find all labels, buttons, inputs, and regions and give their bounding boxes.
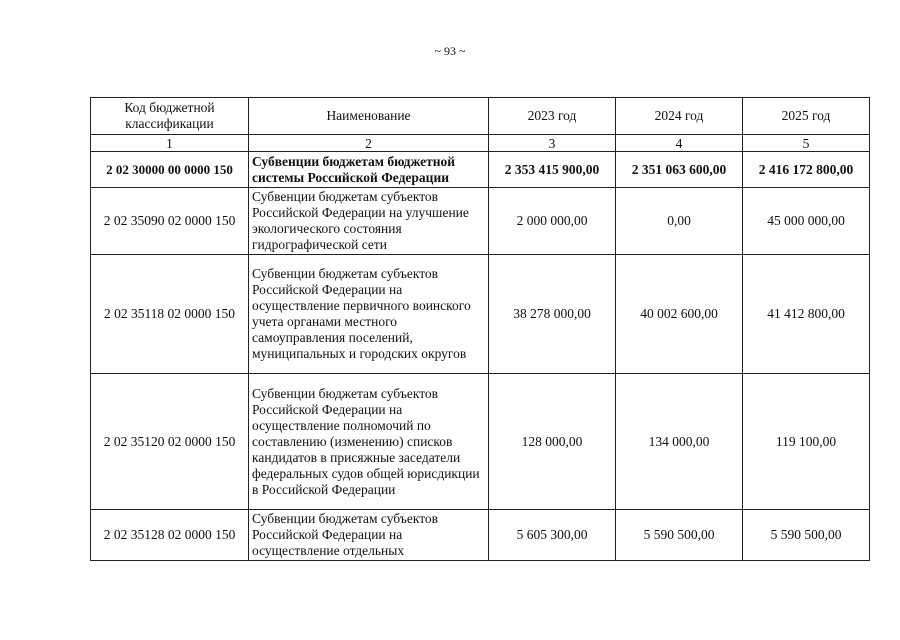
row-code: 2 02 35090 02 0000 150 — [91, 188, 249, 255]
column-index: 2 — [249, 135, 489, 152]
row-2024: 0,00 — [616, 188, 743, 255]
row-code: 2 02 30000 00 0000 150 — [91, 152, 249, 188]
table-row — [91, 374, 870, 510]
row-name: Субвенции бюджетам бюджетной системы Российской Федерации — [249, 152, 489, 188]
row-2024: 40 002 600,00 — [616, 255, 743, 374]
page-number: ~ 93 ~ — [434, 44, 466, 58]
table-row — [91, 510, 870, 561]
column-index: 1 — [91, 135, 249, 152]
row-code: 2 02 35118 02 0000 150 — [91, 255, 249, 374]
table-row — [91, 152, 870, 188]
header-2023: 2023 год — [489, 98, 616, 135]
row-2023: 128 000,00 — [489, 374, 616, 510]
row-2025: 119 100,00 — [743, 374, 870, 510]
table-row — [91, 188, 870, 255]
header-name: Наименование — [249, 98, 489, 135]
row-2025: 5 590 500,00 — [743, 510, 870, 561]
row-2023: 2 353 415 900,00 — [489, 152, 616, 188]
row-2024: 5 590 500,00 — [616, 510, 743, 561]
table-row — [91, 255, 870, 374]
row-name: Субвенции бюджетам субъектов Российской Федерации на осуществление первичного воинского учета органами местного самоуправления поселений, муниципальных и городских округов — [249, 255, 489, 374]
row-2024: 134 000,00 — [616, 374, 743, 510]
row-code: 2 02 35128 02 0000 150 — [91, 510, 249, 561]
column-index: 4 — [616, 135, 743, 152]
row-code: 2 02 35120 02 0000 150 — [91, 374, 249, 510]
row-2025: 2 416 172 800,00 — [743, 152, 870, 188]
row-2023: 2 000 000,00 — [489, 188, 616, 255]
header-2025: 2025 год — [743, 98, 870, 135]
row-name-text: Субвенции бюджетам субъектов Российской Федерации на осуществление отдельных — [252, 511, 439, 558]
column-index-row — [91, 135, 870, 152]
header-code: Код бюджетной классификации — [91, 98, 249, 135]
row-2025: 45 000 000,00 — [743, 188, 870, 255]
row-2025: 41 412 800,00 — [743, 255, 870, 374]
header-2024: 2024 год — [616, 98, 743, 135]
column-index: 3 — [489, 135, 616, 152]
budget-table — [90, 97, 870, 561]
row-2024: 2 351 063 600,00 — [616, 152, 743, 188]
row-name: Субвенции бюджетам субъектов Российской Федерации на осуществление полномочий по составлению (изменению) списков кандидатов в присяжные заседатели федеральных судов общей юрисдикции в Российской Федерации — [249, 374, 489, 510]
row-2023: 38 278 000,00 — [489, 255, 616, 374]
row-name — [249, 510, 489, 561]
table-header-row — [91, 98, 870, 135]
row-name: Субвенции бюджетам субъектов Российской Федерации на улучшение экологического состояния гидрографической сети — [249, 188, 489, 255]
row-2023: 5 605 300,00 — [489, 510, 616, 561]
column-index: 5 — [743, 135, 870, 152]
